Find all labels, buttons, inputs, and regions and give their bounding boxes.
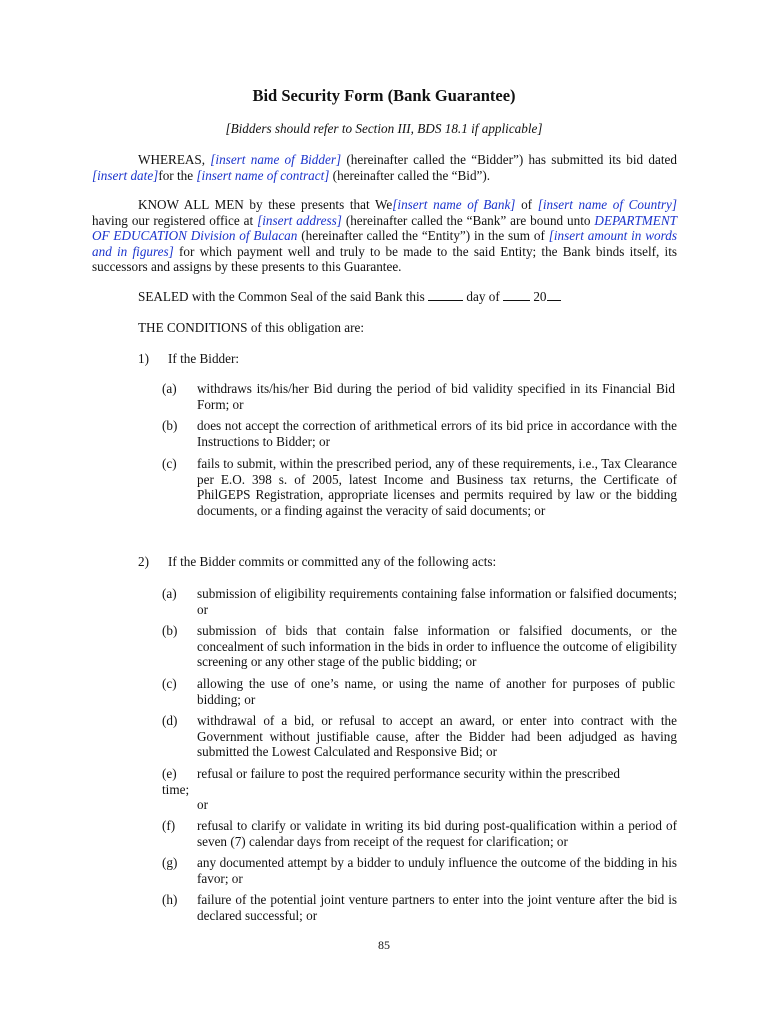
section-1-item-a-text: withdraws its/his/her Bid during the period of bid validity specified in its Financial Bid Form; or: [197, 381, 675, 412]
address-placeholder: [insert address]: [257, 212, 342, 228]
section-2-item-e-label: (e): [162, 766, 177, 781]
contract-name-placeholder: [insert name of contract]: [196, 167, 330, 183]
document-subtitle: [Bidders should refer to Section III, BDS 18.1 if applicable]: [225, 121, 543, 136]
section-2-item-g-text: any documented attempt by a bidder to unduly influence the outcome of the bidding in his favor; or: [197, 855, 677, 886]
section-1-number: 1): [138, 351, 149, 366]
section-2-item-e-tail: or: [197, 797, 208, 812]
bidder-name-placeholder: [insert name of Bidder]: [210, 152, 342, 167]
section-2-item-e-text: refusal or failure to post the required performance security within the prescribed: [197, 766, 620, 781]
section-2-item-e-continuation: time;: [162, 782, 190, 797]
section-2-item-f-label: (f): [162, 818, 176, 833]
section-2-item-d-label: (d): [162, 713, 178, 728]
section-2-item-c-label: (c): [162, 676, 177, 691]
section-2-number: 2): [138, 554, 149, 569]
whereas-paragraph: WHEREAS, [insert name of Bidder] (hereinafter called the “Bidder”) has submitted its bid dated [insert date]for the [insert name of contract] (hereinafter called the “Bid”).: [92, 152, 677, 183]
page-number: 85: [378, 938, 390, 952]
section-1-item-a-label: (a): [162, 381, 177, 396]
month-blank: [503, 289, 530, 301]
section-2-item-d-text: withdrawal of a bid, or refusal to accept an award, or enter into contract with the Government without justifiable cause, after the Bidder had been adjudged as having submitted the Lowest Calculated and Responsive Bid; or: [197, 713, 677, 760]
document-title: Bid Security Form (Bank Guarantee): [252, 86, 516, 105]
section-2-item-a-text: submission of eligibility requirements containing false information or falsified documents; or: [197, 586, 677, 617]
section-2-item-f-text: refusal to clarify or validate in writing its bid during post-qualification within a period of seven (7) calendar days from receipt of the request for clarification; or: [197, 818, 677, 849]
conditions-heading: THE CONDITIONS of this obligation are:: [138, 320, 364, 335]
bank-name-placeholder: [insert name of Bank]: [392, 197, 516, 212]
section-1-item-b-label: (b): [162, 418, 178, 433]
country-name-placeholder: [insert name of Country]: [537, 197, 677, 212]
section-2-item-g-label: (g): [162, 855, 178, 870]
day-blank: [428, 289, 463, 301]
section-2-item-h-label: (h): [162, 892, 178, 907]
section-2-item-h-text: failure of the potential joint venture partners to enter into the joint venture after the bid is declared successful; or: [197, 892, 677, 923]
section-2-item-b-text: submission of bids that contain false information or falsified documents, or the concealment of such information in the bids in order to influence the outcome of eligibility screening or any other stage of the public bidding; or: [197, 623, 677, 670]
entity-name: DEPARTMENT OF EDUCATION Division of Bulacan: [92, 212, 677, 244]
know-all-men-paragraph: KNOW ALL MEN by these presents that We[insert name of Bank] of [insert name of Country] having our registered office at [insert address] (hereinafter called the “Bank” are bound unto DEPARTMENT OF EDUCATION Division of Bulacan (hereinafter called the “Entity”) in the sum of [insert amount in words and in figures] for which payment well and truly to be made to the said Entity; the Bank binds itself, its successors and assigns by these presents to this Guarantee.: [92, 197, 677, 275]
section-1-item-b-text: does not accept the correction of arithmetical errors of its bid price in accordance with the Instructions to Bidder; or: [197, 418, 677, 449]
year-blank: [547, 289, 561, 301]
section-2-heading: If the Bidder commits or committed any of the following acts:: [168, 554, 497, 569]
section-2-item-b-label: (b): [162, 623, 178, 638]
bid-date-placeholder: [insert date]: [92, 167, 159, 183]
section-2-item-a-label: (a): [162, 586, 177, 601]
section-1-heading: If the Bidder:: [168, 351, 240, 366]
amount-placeholder: [insert amount in words and in figures]: [92, 228, 677, 259]
section-2-item-c-text: allowing the use of one’s name, or using the name of another for purposes of public bidding; or: [197, 676, 675, 707]
sealed-line: SEALED with the Common Seal of the said Bank this day of 20: [138, 289, 678, 305]
section-1-item-c-text: fails to submit, within the prescribed period, any of these requirements, i.e., Tax Clearance per E.O. 398 s. of 2005, latest Income and Business tax returns, the Certificate of PhilGEPS Registration, appropriate licenses and permits required by law or the bidding documents, or a finding against the veracity of said documents; or: [197, 456, 677, 518]
section-1-item-c-label: (c): [162, 456, 177, 471]
